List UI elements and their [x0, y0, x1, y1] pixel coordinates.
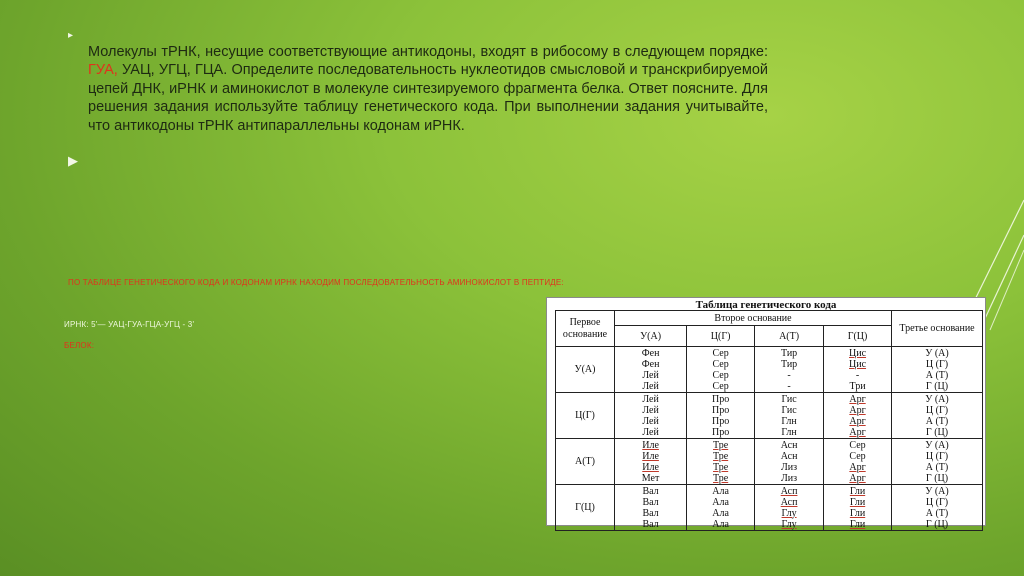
amino-acid: Цис [849, 358, 867, 370]
third-base-cell [892, 485, 983, 531]
amino-acid: Иле [642, 439, 659, 451]
third-base-header: Третье основание [892, 311, 983, 347]
table-title: Таблица генетического кода [695, 299, 837, 311]
amino-acid: Сер [712, 369, 729, 381]
amino-acid: Арг [849, 415, 866, 427]
task-highlight: ГУА, [88, 62, 118, 79]
amino-acid-cell [687, 439, 755, 485]
amino-acid: Мет [641, 472, 660, 484]
amino-acid: Арг [849, 393, 866, 405]
genetic-code-table [546, 297, 986, 530]
amino-acid-cell [824, 439, 892, 485]
protein-note: БЕЛОК: [64, 341, 95, 350]
third-base: А (Т) [925, 461, 949, 473]
amino-acid: Гли [849, 507, 866, 519]
amino-acid: Глу [781, 507, 797, 519]
amino-acid-cell [755, 393, 824, 439]
amino-acid: - [855, 369, 860, 381]
amino-acid: Иле [642, 450, 659, 462]
third-base-cell [892, 439, 983, 485]
amino-acid: Арг [849, 472, 866, 484]
code-grid [555, 310, 983, 531]
amino-acid: Ала [712, 496, 729, 508]
task-text-start: Молекулы тРНК, несущие соответствующие антикодоны, входят в рибосому в следующем порядке: [88, 43, 768, 60]
amino-acid-cell [824, 347, 892, 393]
amino-acid: Про [712, 426, 730, 438]
amino-acid: Вал [642, 485, 659, 497]
amino-acid: Сер [849, 450, 866, 462]
amino-acid: Сер [712, 380, 729, 392]
amino-acid: Гис [781, 404, 797, 416]
third-base-cell [892, 347, 983, 393]
third-base: А (Т) [925, 415, 949, 427]
amino-acid: Про [712, 393, 730, 405]
bullet-icon: ▶ [68, 153, 78, 168]
amino-acid: Арг [849, 461, 866, 473]
third-base: Г (Ц) [925, 380, 949, 392]
amino-acid: Асн [780, 450, 798, 462]
second-base-label: У(А) [615, 326, 687, 347]
amino-acid: Про [712, 404, 730, 416]
third-base: Ц (Г) [925, 404, 949, 416]
first-base-header: Первое основание [556, 311, 615, 347]
amino-acid: Лей [642, 426, 659, 438]
amino-acid: Сер [712, 358, 729, 370]
amino-acid: Тре [713, 439, 729, 451]
task-paragraph [88, 43, 768, 136]
amino-acid: Сер [712, 347, 729, 359]
amino-acid: Лей [642, 369, 659, 381]
table-row [556, 485, 983, 531]
irna-note: ИРНК: 5'— УАЦ-ГУА-ГЦА-УГЦ - 3' [64, 320, 195, 329]
amino-acid: Вал [642, 507, 659, 519]
amino-acid: Тир [780, 347, 798, 359]
third-base: У (А) [925, 485, 949, 497]
amino-acid-cell [615, 393, 687, 439]
amino-acid: Ала [712, 518, 729, 530]
second-base-label: А(Т) [755, 326, 824, 347]
amino-acid: Лей [642, 415, 659, 427]
third-base: Ц (Г) [925, 358, 949, 370]
amino-acid: Ала [712, 507, 729, 519]
amino-acid-cell [755, 485, 824, 531]
third-base: У (А) [925, 347, 949, 359]
amino-acid: Фен [641, 358, 660, 370]
amino-acid: Лей [642, 380, 659, 392]
second-base-label: Г(Ц) [824, 326, 892, 347]
amino-acid-cell [824, 393, 892, 439]
table-row [556, 347, 983, 393]
amino-acid: Лей [642, 404, 659, 416]
amino-acid-cell [615, 485, 687, 531]
amino-acid-cell [615, 439, 687, 485]
amino-acid: Тре [713, 450, 729, 462]
third-base: У (А) [925, 393, 949, 405]
amino-acid: Тре [713, 461, 729, 473]
amino-acid: - [787, 369, 791, 381]
amino-acid: Арг [849, 404, 866, 416]
second-base-header: Второе основание [615, 311, 892, 326]
amino-acid-cell [687, 485, 755, 531]
amino-acid: Тир [780, 358, 798, 370]
instruction-note: ПО ТАБЛИЦЕ ГЕНЕТИЧЕСКОГО КОДА И КОДОНАМ ИРНК НАХОДИМ ПОСЛЕДОВАТЕЛЬНОСТЬ АМИНОКИСЛОТ В ПЕПТИДЕ: [68, 278, 564, 287]
amino-acid: Лиз [781, 472, 798, 484]
third-base: Г (Ц) [925, 426, 949, 438]
first-base-cell: Ц(Г) [556, 393, 615, 439]
amino-acid: Лей [642, 393, 659, 405]
amino-acid: Ала [712, 485, 729, 497]
bullet-icon: ▸ [68, 30, 74, 41]
first-base-cell: Г(Ц) [556, 485, 615, 531]
task-text-end: УАЦ, УГЦ, ГЦА. Определите последовательность нуклеотидов смысловой и транскрибируемой цепей ДНК, иРНК и аминокислот в молекуле синтезируемого фрагмента белка. Ответ поясните. Для решения задания используйте таблицу генетического кода. При выполнении задания учитывайте, что антикодоны тРНК антипараллельны кодонам иРНК. [88, 62, 768, 134]
amino-acid: Цис [849, 347, 867, 359]
amino-acid: Гли [849, 485, 866, 497]
first-base-cell: А(Т) [556, 439, 615, 485]
amino-acid: Тре [713, 472, 729, 484]
amino-acid: Сер [849, 439, 866, 451]
amino-acid: Про [712, 415, 730, 427]
amino-acid: Фен [641, 347, 660, 359]
third-base: У (А) [925, 439, 949, 451]
amino-acid: Гис [781, 393, 797, 405]
amino-acid-cell [687, 347, 755, 393]
amino-acid: - [787, 380, 791, 392]
amino-acid: Глн [781, 426, 797, 438]
amino-acid: Три [849, 380, 866, 392]
amino-acid-cell [755, 439, 824, 485]
third-base: Ц (Г) [925, 450, 949, 462]
amino-acid: Гли [849, 496, 866, 508]
amino-acid: Вал [642, 518, 659, 530]
amino-acid: Вал [642, 496, 659, 508]
third-base: Г (Ц) [925, 518, 949, 530]
amino-acid: Гли [849, 518, 866, 530]
third-base: Г (Ц) [925, 472, 949, 484]
amino-acid-cell [824, 485, 892, 531]
third-base: Ц (Г) [925, 496, 949, 508]
amino-acid: Асп [780, 485, 798, 497]
first-base-cell: У(А) [556, 347, 615, 393]
amino-acid: Арг [849, 426, 866, 438]
third-base: А (Т) [925, 369, 949, 381]
amino-acid-cell [615, 347, 687, 393]
second-base-label: Ц(Г) [687, 326, 755, 347]
amino-acid: Асн [780, 439, 798, 451]
amino-acid: Иле [642, 461, 659, 473]
amino-acid: Глу [781, 518, 797, 530]
amino-acid: Асп [780, 496, 798, 508]
amino-acid-cell [687, 393, 755, 439]
table-row [556, 393, 983, 439]
table-row [556, 439, 983, 485]
third-base-cell [892, 393, 983, 439]
amino-acid: Глн [781, 415, 797, 427]
amino-acid: Лиз [781, 461, 798, 473]
third-base: А (Т) [925, 507, 949, 519]
amino-acid-cell [755, 347, 824, 393]
